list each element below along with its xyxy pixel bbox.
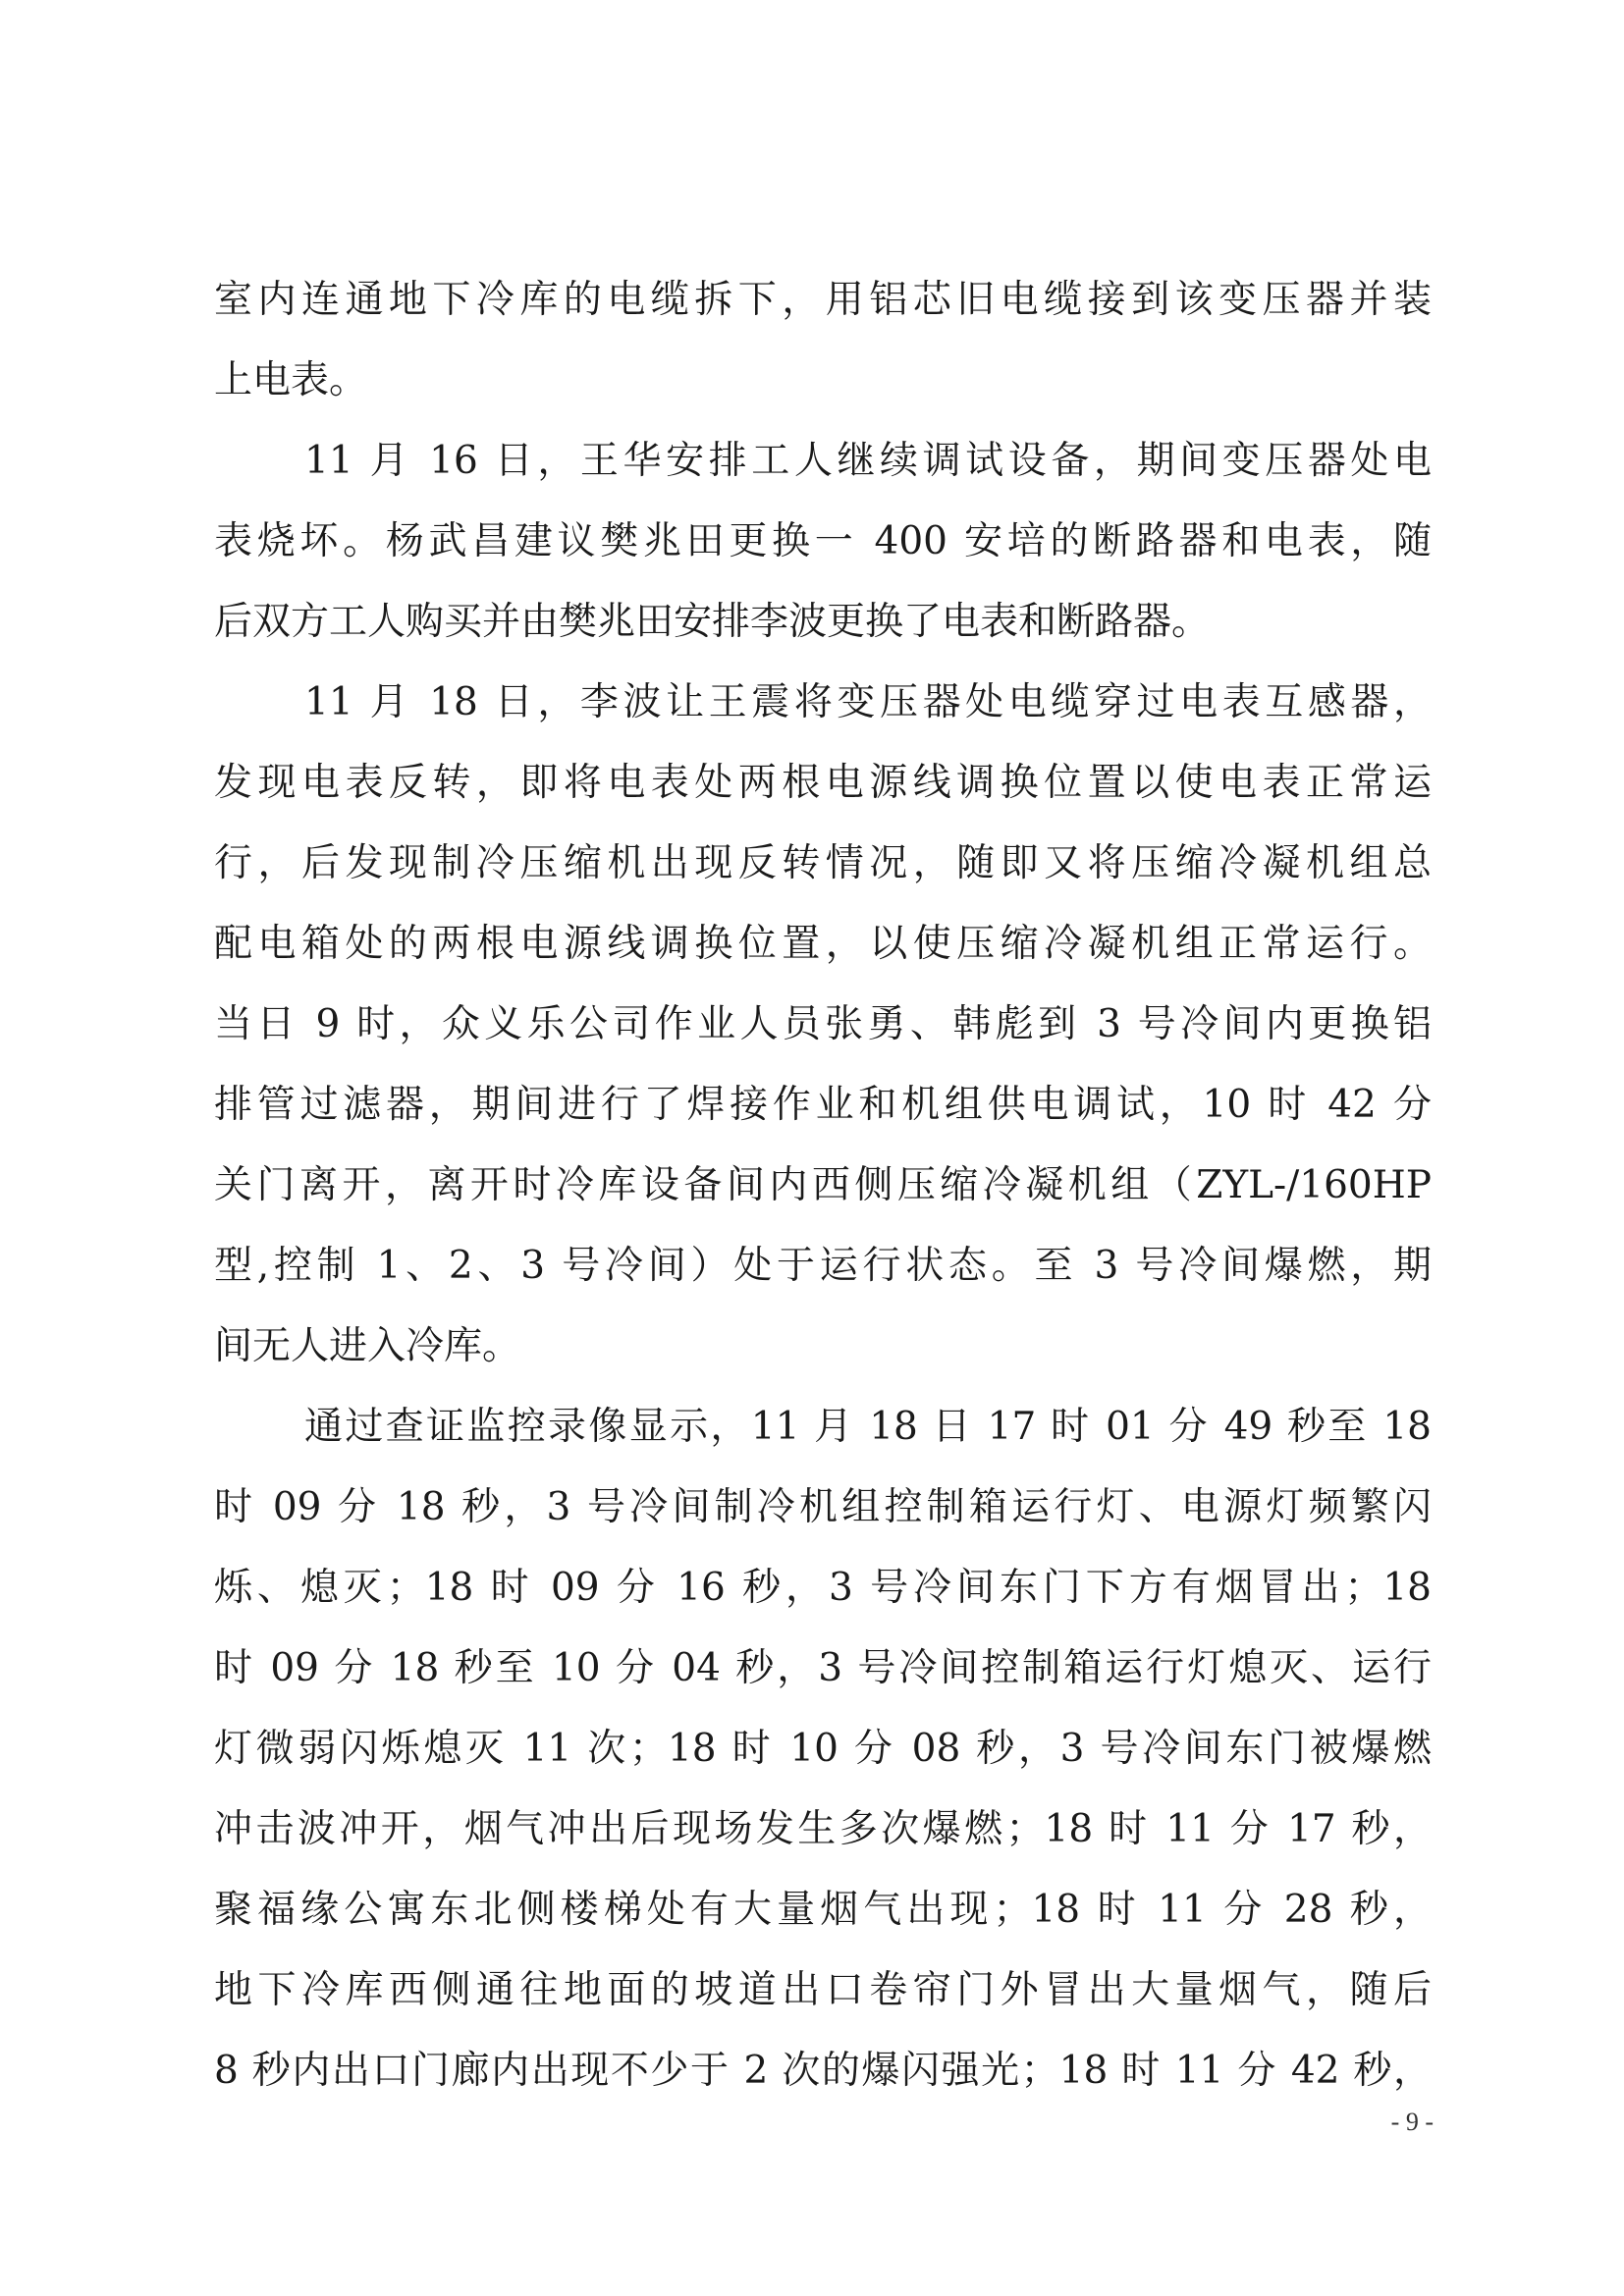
text-line: 通过查证监控录像显示，11 月 18 日 17 时 01 分 49 秒至 18 bbox=[304, 1405, 1432, 1449]
text-line: 时 09 分 18 秒至 10 分 04 秒，3 号冷间控制箱运行灯熄灭、运行 bbox=[214, 1646, 1432, 1690]
text-line: 8 秒内出口门廊内出现不少于 2 次的爆闪强光；18 时 11 分 42 秒， bbox=[214, 2049, 1432, 2093]
text-line: 11 月 18 日，李波让王震将变压器处电缆穿过电表互感器， bbox=[304, 680, 1432, 724]
text-line: 型,控制 1、2、3 号冷间）处于运行状态。至 3 号冷间爆燃，期 bbox=[214, 1244, 1432, 1288]
text-line: 表烧坏。杨武昌建议樊兆田更换一 400 安培的断路器和电表，随 bbox=[214, 519, 1432, 563]
text-line: 后双方工人购买并由樊兆田安排李波更换了电表和断路器。 bbox=[214, 600, 1211, 644]
text-line: 烁、熄灭；18 时 09 分 16 秒，3 号冷间东门下方有烟冒出；18 bbox=[214, 1566, 1432, 1610]
text-line: 地下冷库西侧通往地面的坡道出口卷帘门外冒出大量烟气，随后 bbox=[214, 1968, 1432, 2012]
text-line: 关门离开，离开时冷库设备间内西侧压缩冷凝机组（ZYL-/160HP bbox=[214, 1163, 1432, 1207]
text-line: 排管过滤器，期间进行了焊接作业和机组供电调试，10 时 42 分 bbox=[214, 1083, 1432, 1127]
text-line: 灯微弱闪烁熄灭 11 次；18 时 10 分 08 秒，3 号冷间东门被爆燃 bbox=[214, 1727, 1432, 1771]
text-line: 上电表。 bbox=[214, 358, 368, 402]
text-line: 配电箱处的两根电源线调换位置，以使压缩冷凝机组正常运行。 bbox=[214, 922, 1432, 966]
page-number: - 9 - bbox=[1390, 2108, 1434, 2136]
text-line: 间无人进入冷库。 bbox=[214, 1324, 521, 1368]
text-line: 室内连通地下冷库的电缆拆下，用铝芯旧电缆接到该变压器并装 bbox=[214, 278, 1432, 322]
text-line: 聚福缘公寓东北侧楼梯处有大量烟气出现；18 时 11 分 28 秒， bbox=[214, 1888, 1432, 1932]
text-line: 11 月 16 日，王华安排工人继续调试设备，期间变压器处电 bbox=[304, 439, 1432, 483]
text-line: 行，后发现制冷压缩机出现反转情况，随即又将压缩冷凝机组总 bbox=[214, 841, 1432, 885]
text-line: 发现电表反转，即将电表处两根电源线调换位置以使电表正常运 bbox=[214, 761, 1432, 805]
text-line: 当日 9 时，众义乐公司作业人员张勇、韩彪到 3 号冷间内更换铝 bbox=[214, 1002, 1432, 1046]
text-line: 冲击波冲开，烟气冲出后现场发生多次爆燃；18 时 11 分 17 秒， bbox=[214, 1807, 1432, 1851]
text-line: 时 09 分 18 秒，3 号冷间制冷机组控制箱运行灯、电源灯频繁闪 bbox=[214, 1485, 1432, 1529]
